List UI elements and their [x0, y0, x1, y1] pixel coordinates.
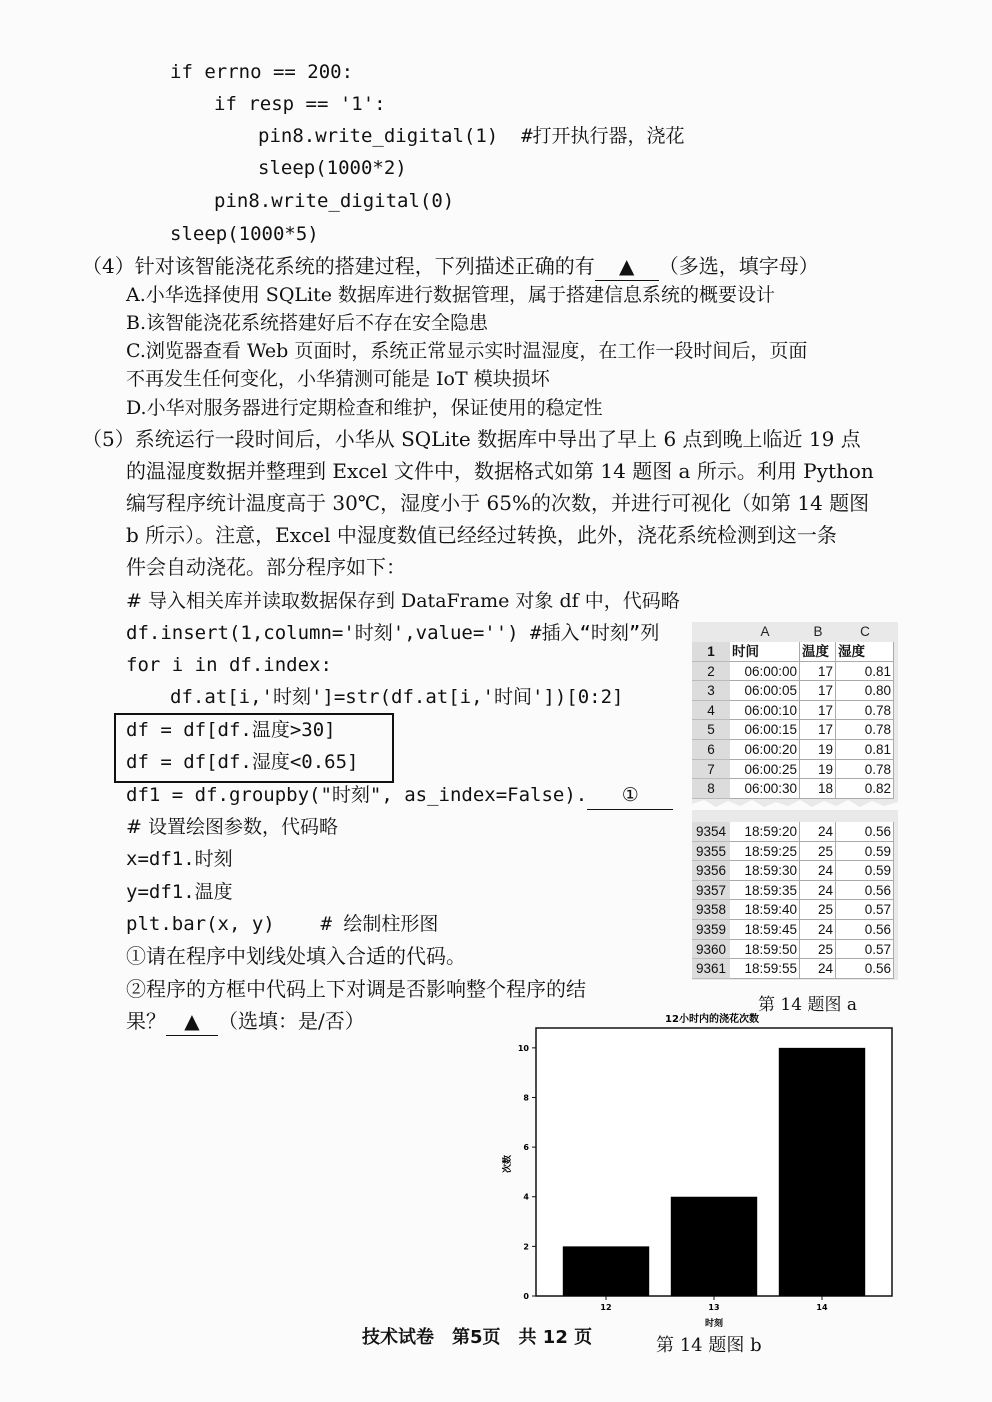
x-tick-label: 14: [816, 1303, 828, 1312]
cell-humidity: 0.78: [836, 701, 894, 721]
cell-time: 18:59:55: [730, 959, 800, 979]
cell-temperature: 24: [800, 959, 836, 979]
table-break-edge: [692, 798, 898, 810]
code-line-boxed: df = df[df.湿度<0.65]: [126, 751, 359, 773]
cell-temperature: 25: [800, 842, 836, 862]
code-line: if resp == '1':: [214, 93, 386, 115]
y-tick-label: 10: [517, 1043, 529, 1053]
cell-temperature: 17: [800, 662, 836, 682]
excel-row: [692, 681, 898, 701]
excel-row: [692, 779, 898, 799]
answer-blank: ▲: [595, 252, 659, 281]
cell-time: 18:59:35: [730, 881, 800, 901]
cell-humidity: 0.81: [836, 740, 894, 760]
excel-row: [692, 881, 898, 901]
code-line: x=df1.时刻: [126, 848, 233, 870]
excel-column-headers: [692, 622, 898, 642]
excel-table: [692, 622, 898, 980]
excel-row: [692, 662, 898, 682]
cell-humidity: 0.78: [836, 760, 894, 780]
cell-time: 06:00:05: [730, 681, 800, 701]
cell-temperature: 17: [800, 681, 836, 701]
q4-option-b: B.该智能浇花系统搭建好后不存在安全隐患: [126, 312, 489, 334]
cell-time: 18:59:50: [730, 940, 800, 960]
cell-humidity: 0.80: [836, 681, 894, 701]
cell-temperature: 17: [800, 720, 836, 740]
excel-row: [692, 920, 898, 940]
cell-temperature: 19: [800, 740, 836, 760]
row-number: 9354: [692, 822, 730, 842]
cell-humidity: 0.82: [836, 779, 894, 799]
q5-para: （5）系统运行一段时间后，小华从 SQLite 数据库中导出了早上 6 点到晚上临近 19 点: [82, 427, 861, 451]
excel-header-row: 1 时间 温度 湿度: [692, 642, 898, 662]
q4-stem: （4）针对该智能浇花系统的搭建过程，下列描述正确的有 ▲ （多选，填字母）: [82, 252, 819, 281]
excel-row: [692, 720, 898, 740]
y-tick-label: 0: [523, 1292, 529, 1301]
bar-chart: [492, 1008, 912, 1338]
code-line: df1 = df.groupby("时刻", as_index=False). ①: [126, 781, 673, 810]
cell-temperature: 25: [800, 940, 836, 960]
row-number: 9356: [692, 861, 730, 881]
cell-humidity: 0.56: [836, 920, 894, 940]
row-number: 6: [692, 740, 730, 760]
cell-time: 18:59:45: [730, 920, 800, 940]
q5-sub2-cont: 果？ ▲ （选填：是/否）: [126, 1007, 365, 1036]
cell-temperature: 24: [800, 861, 836, 881]
code-line: for i in df.index:: [126, 654, 332, 676]
y-axis-label: 次数: [503, 1154, 513, 1174]
cell-humidity: 0.57: [836, 900, 894, 920]
q4-option-c: C.浏览器查看 Web 页面时，系统正常显示实时温湿度，在工作一段时间后，页面: [126, 340, 808, 362]
q5-para: 的温湿度数据并整理到 Excel 文件中，数据格式如第 14 题图 a 所示。利用 Python: [126, 459, 874, 483]
excel-row: [692, 740, 898, 760]
cell-time: 06:00:15: [730, 720, 800, 740]
excel-row: [692, 959, 898, 979]
q4-option-a: A.小华选择使用 SQLite 数据库进行数据管理，属于搭建信息系统的概要设计: [126, 284, 776, 306]
q5-para: b 所示）。注意，Excel 中湿度数值已经经过转换，此外，浇花系统检测到这一条: [126, 523, 837, 547]
row-number: 9357: [692, 881, 730, 901]
excel-row: [692, 900, 898, 920]
row-number: 4: [692, 701, 730, 721]
answer-blank-2: ▲: [166, 1007, 218, 1036]
cell-humidity: 0.59: [836, 861, 894, 881]
y-tick-label: 4: [523, 1192, 529, 1202]
row-number: 2: [692, 662, 730, 682]
cell-time: 06:00:00: [730, 662, 800, 682]
row-number: 9361: [692, 959, 730, 979]
q5-para: 编写程序统计温度高于 30℃，湿度小于 65%的次数，并进行可视化（如第 14 题图: [126, 491, 870, 515]
excel-row: [692, 701, 898, 721]
bar: [563, 1246, 649, 1296]
col-header: B: [813, 624, 823, 639]
cell-temperature: 24: [800, 822, 836, 842]
cell-time: 06:00:20: [730, 740, 800, 760]
cell-humidity: 0.57: [836, 940, 894, 960]
x-tick-label: 12: [600, 1303, 612, 1312]
bar: [671, 1197, 757, 1296]
figure-b-caption: 第 14 题图 b: [656, 1335, 762, 1356]
cell-temperature: 24: [800, 881, 836, 901]
y-tick-label: 6: [523, 1143, 529, 1153]
chart-title: 12小时内的浇花次数: [665, 1014, 759, 1025]
cell-temperature: 19: [800, 760, 836, 780]
row-number: 8: [692, 779, 730, 799]
code-line: if errno == 200:: [170, 61, 354, 83]
cell-time: 18:59:25: [730, 842, 800, 862]
page-footer: 技术试卷 第5页 共 12 页: [362, 1327, 593, 1348]
cell-time: 18:59:30: [730, 861, 800, 881]
x-tick-label: 13: [708, 1303, 720, 1312]
cell-humidity: 0.78: [836, 720, 894, 740]
code-line: y=df1.温度: [126, 881, 233, 903]
q4-option-d: D.小华对服务器进行定期检查和维护，保证使用的稳定性: [126, 397, 603, 419]
cell-time: 06:00:10: [730, 701, 800, 721]
x-axis-label: 时刻: [704, 1319, 724, 1329]
cell-time: 06:00:30: [730, 779, 800, 799]
cell-temperature: 17: [800, 701, 836, 721]
row-number: 7: [692, 760, 730, 780]
code-line-boxed: df = df[df.温度>30]: [126, 719, 336, 741]
excel-row: [692, 940, 898, 960]
code-comment: # 设置绘图参数，代码略: [126, 816, 338, 838]
cell-temperature: 24: [800, 920, 836, 940]
y-tick-label: 8: [523, 1093, 529, 1103]
row-number: 5: [692, 720, 730, 740]
row-number: 3: [692, 681, 730, 701]
excel-row: [692, 861, 898, 881]
cell-humidity: 0.56: [836, 822, 894, 842]
y-tick-label: 2: [523, 1242, 529, 1252]
q5-para: 件会自动浇花。部分程序如下：: [126, 555, 406, 579]
cell-humidity: 0.56: [836, 881, 894, 901]
excel-row: [692, 760, 898, 780]
figure-a-caption: 第 14 题图 a: [758, 995, 857, 1015]
row-number: 9359: [692, 920, 730, 940]
col-header: C: [860, 624, 870, 639]
q5-sub1: ①请在程序中划线处填入合适的代码。: [126, 944, 466, 968]
code-line: pin8.write_digital(0): [214, 190, 455, 212]
code-line: sleep(1000*2): [258, 157, 407, 179]
col-header: A: [760, 624, 770, 639]
cell-temperature: 25: [800, 900, 836, 920]
code-line: df.insert(1,column='时刻',value='') #插入“时刻”列: [126, 622, 660, 644]
bar: [779, 1048, 865, 1296]
excel-row: [692, 842, 898, 862]
q5-sub2: ②程序的方框中代码上下对调是否影响整个程序的结: [126, 977, 586, 1001]
row-number: 9360: [692, 940, 730, 960]
excel-row: [692, 822, 898, 842]
code-line: plt.bar(x, y) # 绘制柱形图: [126, 913, 439, 935]
cell-time: 18:59:20: [730, 822, 800, 842]
cell-humidity: 0.59: [836, 842, 894, 862]
code-comment: # 导入相关库并读取数据保存到 DataFrame 对象 df 中，代码略: [126, 590, 680, 612]
row-number: 9355: [692, 842, 730, 862]
q4-option-c-cont: 不再发生任何变化，小华猜测可能是 IoT 模块损坏: [126, 368, 550, 390]
row-number: 9358: [692, 900, 730, 920]
code-line: pin8.write_digital(1) #打开执行器，浇花: [258, 125, 685, 147]
answer-blank-1: ①: [587, 781, 673, 810]
cell-time: 18:59:40: [730, 900, 800, 920]
code-line: sleep(1000*5): [170, 223, 319, 245]
cell-temperature: 18: [800, 779, 836, 799]
cell-humidity: 0.81: [836, 662, 894, 682]
code-line: df.at[i,'时刻']=str(df.at[i,'时间'])[0:2]: [170, 686, 624, 708]
cell-time: 06:00:25: [730, 760, 800, 780]
cell-humidity: 0.56: [836, 959, 894, 979]
